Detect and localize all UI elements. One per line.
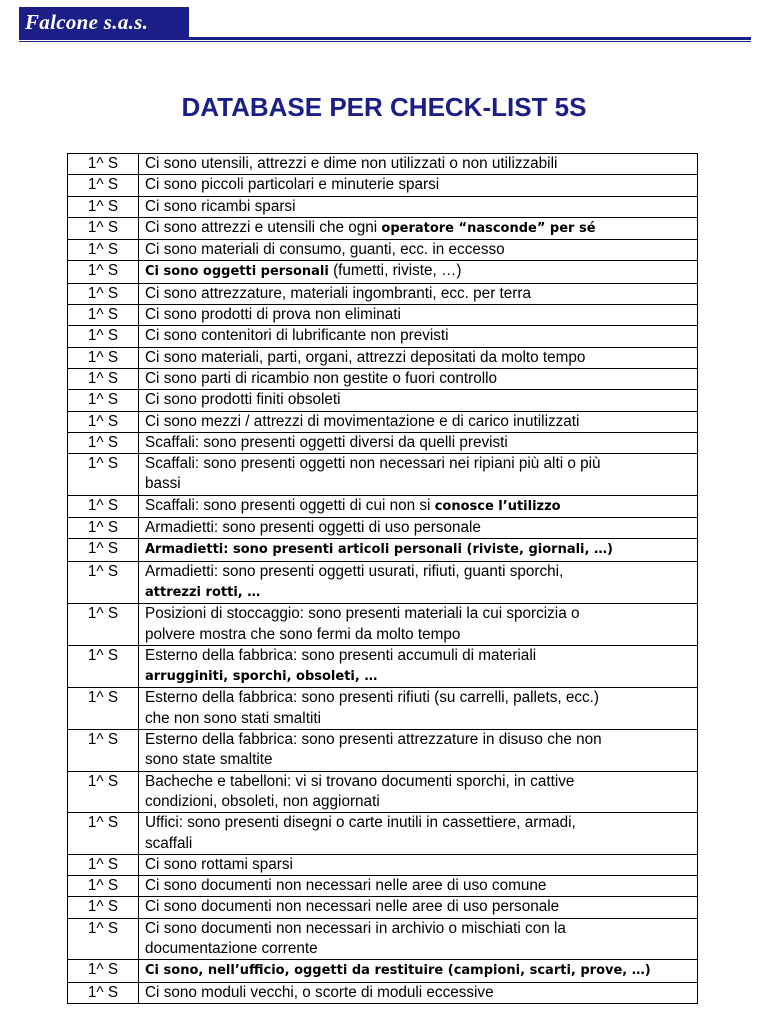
description-text: Ci sono rottami sparsi bbox=[145, 855, 293, 873]
row-category: 1^ S bbox=[68, 175, 139, 196]
row-category: 1^ S bbox=[68, 876, 139, 897]
table-row bbox=[68, 876, 698, 897]
table-row bbox=[68, 196, 698, 217]
table-row bbox=[68, 604, 698, 646]
row-category: 1^ S bbox=[68, 495, 139, 517]
table-row bbox=[68, 432, 698, 453]
row-description bbox=[139, 154, 698, 175]
row-category: 1^ S bbox=[68, 283, 139, 304]
row-description bbox=[139, 645, 698, 688]
description-bold-text: Ci sono oggetti personali bbox=[145, 264, 329, 280]
table-row bbox=[68, 240, 698, 261]
table-row bbox=[68, 368, 698, 389]
description-bold-text: Armadietti: sono presenti articoli personali (riviste, giornali, …) bbox=[145, 542, 613, 558]
table-row bbox=[68, 645, 698, 688]
row-description bbox=[139, 261, 698, 283]
row-description bbox=[139, 217, 698, 239]
row-description bbox=[139, 283, 698, 304]
row-description bbox=[139, 876, 698, 897]
description-text: Ci sono ricambi sparsi bbox=[145, 197, 296, 215]
row-description bbox=[139, 918, 698, 960]
row-category: 1^ S bbox=[68, 813, 139, 855]
row-description bbox=[139, 960, 698, 982]
row-description bbox=[139, 326, 698, 347]
row-category: 1^ S bbox=[68, 154, 139, 175]
row-description bbox=[139, 305, 698, 326]
table-row bbox=[68, 688, 698, 730]
row-category: 1^ S bbox=[68, 411, 139, 432]
description-text: Ci sono prodotti di prova non eliminati bbox=[145, 306, 401, 324]
table-row bbox=[68, 897, 698, 918]
table-row bbox=[68, 175, 698, 196]
row-description bbox=[139, 561, 698, 604]
document-title: DATABASE PER CHECK-LIST 5S bbox=[181, 92, 587, 122]
row-category: 1^ S bbox=[68, 897, 139, 918]
row-category: 1^ S bbox=[68, 368, 139, 389]
row-category: 1^ S bbox=[68, 432, 139, 453]
row-category: 1^ S bbox=[68, 217, 139, 239]
row-category: 1^ S bbox=[68, 688, 139, 730]
description-text: Ci sono attrezzature, materiali ingombranti, ecc. per terra bbox=[145, 284, 531, 302]
description-text: Ci sono materiali di consumo, guanti, ecc. in eccesso bbox=[145, 241, 505, 259]
description-bold-text: operatore “nasconde” per sé bbox=[381, 220, 596, 236]
table-row bbox=[68, 539, 698, 561]
row-description bbox=[139, 240, 698, 261]
company-name: Falcone s.a.s. bbox=[25, 10, 149, 34]
table-row bbox=[68, 305, 698, 326]
description-text: Ci sono mezzi / attrezzi di movimentazione e di carico inutilizzati bbox=[145, 412, 580, 430]
table-row bbox=[68, 854, 698, 875]
table-row bbox=[68, 960, 698, 982]
description-text: Esterno della fabbrica: sono presenti attrezzature in disuso che non sono state smaltite bbox=[145, 731, 602, 769]
checklist-table bbox=[67, 153, 698, 1004]
table-row bbox=[68, 495, 698, 517]
row-description bbox=[139, 390, 698, 411]
row-description bbox=[139, 854, 698, 875]
row-category: 1^ S bbox=[68, 305, 139, 326]
description-text: Esterno della fabbrica: sono presenti accumuli di materiali bbox=[145, 646, 537, 664]
row-category: 1^ S bbox=[68, 982, 139, 1003]
row-description bbox=[139, 175, 698, 196]
table-row bbox=[68, 347, 698, 368]
row-category: 1^ S bbox=[68, 518, 139, 539]
table-row bbox=[68, 561, 698, 604]
description-text: Ci sono moduli vecchi, o scorte di moduli eccessive bbox=[145, 983, 494, 1001]
row-description bbox=[139, 454, 698, 496]
row-category: 1^ S bbox=[68, 854, 139, 875]
description-text: (fumetti, riviste, …) bbox=[328, 262, 462, 280]
table-row bbox=[68, 982, 698, 1003]
description-text: Armadietti: sono presenti oggetti di uso personale bbox=[145, 519, 481, 537]
description-text: Esterno della fabbrica: sono presenti rifiuti (su carrelli, pallets, ecc.) che non sono stati smaltiti bbox=[145, 689, 600, 727]
table-row bbox=[68, 411, 698, 432]
row-category: 1^ S bbox=[68, 390, 139, 411]
table-row bbox=[68, 390, 698, 411]
description-bold-text: arrugginiti, sporchi, obsoleti, … bbox=[145, 669, 378, 685]
description-bold-text: conosce l’utilizzo bbox=[434, 498, 561, 514]
description-text: Ci sono prodotti finiti obsoleti bbox=[145, 391, 341, 409]
row-category: 1^ S bbox=[68, 196, 139, 217]
description-text: Ci sono documenti non necessari nelle aree di uso personale bbox=[145, 898, 560, 916]
row-category: 1^ S bbox=[68, 730, 139, 772]
table-row bbox=[68, 771, 698, 813]
row-category: 1^ S bbox=[68, 561, 139, 604]
row-category: 1^ S bbox=[68, 454, 139, 496]
description-text: Posizioni di stoccaggio: sono presenti materiali la cui sporcizia o polvere mostra che sono fermi da molto tempo bbox=[145, 605, 580, 643]
description-text: Ci sono parti di ricambio non gestite o fuori controllo bbox=[145, 369, 498, 387]
row-description bbox=[139, 495, 698, 517]
row-category: 1^ S bbox=[68, 261, 139, 283]
row-description bbox=[139, 771, 698, 813]
table-row bbox=[68, 283, 698, 304]
description-text: Ci sono documenti non necessari in archivio o mischiati con la documentazione corrente bbox=[145, 919, 566, 957]
table-row bbox=[68, 154, 698, 175]
description-text: Ci sono documenti non necessari nelle aree di uso comune bbox=[145, 877, 547, 895]
table-row bbox=[68, 217, 698, 239]
description-text: Uffici: sono presenti disegni o carte inutili in cassettiere, armadi, scaffali bbox=[145, 814, 576, 852]
description-text: Scaffali: sono presenti oggetti diversi da quelli previsti bbox=[145, 433, 508, 451]
row-category: 1^ S bbox=[68, 604, 139, 646]
table-row bbox=[68, 261, 698, 283]
description-text: Ci sono contenitori di lubrificante non previsti bbox=[145, 327, 449, 345]
row-description bbox=[139, 539, 698, 561]
row-category: 1^ S bbox=[68, 240, 139, 261]
row-description bbox=[139, 897, 698, 918]
description-text: Bacheche e tabelloni: vi si trovano documenti sporchi, in cattive condizioni, obsoleti, non aggiornati bbox=[145, 772, 575, 810]
row-description bbox=[139, 411, 698, 432]
row-description bbox=[139, 196, 698, 217]
row-category: 1^ S bbox=[68, 645, 139, 688]
header-rule-thick bbox=[19, 37, 751, 40]
table-row bbox=[68, 326, 698, 347]
description-text: Armadietti: sono presenti oggetti usurati, rifiuti, guanti sporchi, bbox=[145, 562, 564, 580]
table-row bbox=[68, 518, 698, 539]
description-text: Scaffali: sono presenti oggetti di cui non si bbox=[145, 496, 435, 514]
checklist-body bbox=[68, 154, 698, 1004]
row-category: 1^ S bbox=[68, 771, 139, 813]
row-category: 1^ S bbox=[68, 347, 139, 368]
description-text: Scaffali: sono presenti oggetti non necessari nei ripiani più alti o più bassi bbox=[145, 455, 601, 493]
row-description bbox=[139, 688, 698, 730]
description-text: Ci sono utensili, attrezzi e dime non utilizzati o non utilizzabili bbox=[145, 155, 558, 172]
description-bold-text: attrezzi rotti, … bbox=[145, 584, 261, 600]
description-bold-text: Ci sono, nell’ufficio, oggetti da restituire (campioni, scarti, prove, …) bbox=[145, 963, 651, 979]
row-description bbox=[139, 604, 698, 646]
table-row bbox=[68, 730, 698, 772]
row-category: 1^ S bbox=[68, 539, 139, 561]
description-text: Ci sono attrezzi e utensili che ogni bbox=[145, 218, 382, 236]
row-description bbox=[139, 347, 698, 368]
description-text: Ci sono materiali, parti, organi, attrezzi depositati da molto tempo bbox=[145, 348, 586, 366]
table-row bbox=[68, 454, 698, 496]
row-category: 1^ S bbox=[68, 918, 139, 960]
row-description bbox=[139, 432, 698, 453]
description-text: Ci sono piccoli particolari e minuterie sparsi bbox=[145, 176, 440, 194]
header-rule-thin bbox=[19, 41, 751, 42]
row-description bbox=[139, 368, 698, 389]
row-description bbox=[139, 518, 698, 539]
row-category: 1^ S bbox=[68, 326, 139, 347]
row-description bbox=[139, 730, 698, 772]
table-row bbox=[68, 813, 698, 855]
table-row bbox=[68, 918, 698, 960]
row-category: 1^ S bbox=[68, 960, 139, 982]
row-description bbox=[139, 813, 698, 855]
row-description bbox=[139, 982, 698, 1003]
